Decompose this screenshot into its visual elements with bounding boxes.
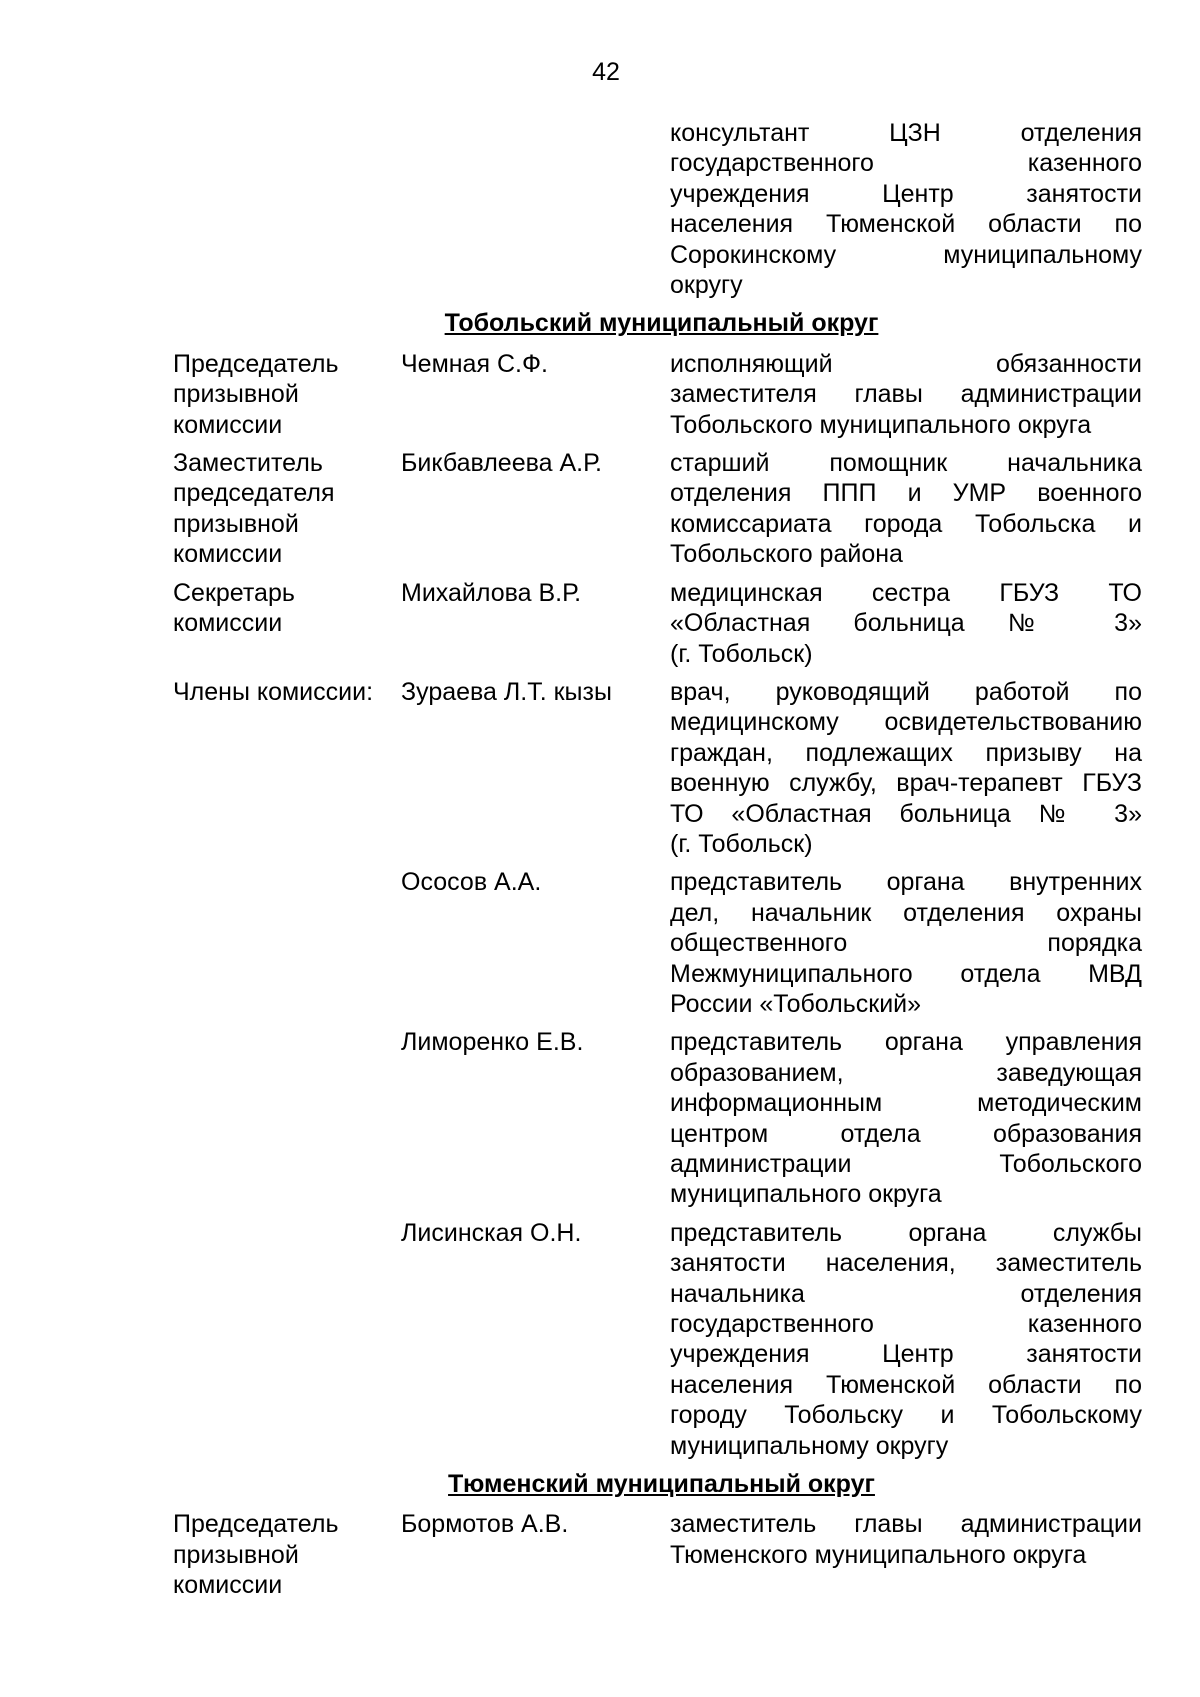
position-cell: врач, руководящий работой по медицинскому освидетельствованию граждан, подлежащих призыву на военную службу, врач-терапевт ГБУЗ ТО «Областная больница № 3» (г. Тобольск) xyxy=(670,677,1142,858)
commission-row-secretary xyxy=(173,578,1142,669)
position-cell: исполняющий обязанности заместителя главы администрации Тобольского муниципального округа xyxy=(670,349,1142,439)
name-cell: Бормотов А.В. xyxy=(401,1510,569,1539)
position-line: консультант ЦЗН отделения xyxy=(670,119,1142,147)
commission-row-chairman xyxy=(173,349,1142,440)
position-cell: медицинская сестра ГБУЗ ТО «Областная больница № 3» (г. Тобольск) xyxy=(670,578,1142,668)
role-cell: Председатель призывной комиссии xyxy=(173,1510,339,1600)
commission-row-chairman xyxy=(173,1509,1142,1600)
section-heading-tobolsk: Тобольский муниципальный округ xyxy=(444,309,879,338)
position-line: населения Тюменской области по xyxy=(670,210,1142,239)
position-cell: старший помощник начальника отделения ППП и УМР военного комиссариата города Тобольска и Тобольского района xyxy=(670,449,1142,569)
position-line: учреждения Центр занятости xyxy=(670,179,1142,208)
name-cell: Чемная С.Ф. xyxy=(401,349,548,378)
document-body xyxy=(173,118,1142,1609)
position-line: государственного казенного xyxy=(670,149,1142,178)
commission-row-member xyxy=(173,1218,1142,1461)
position-cell: представитель органа управления образованием, заведующая информационным методическим центром отдела образования администрации Тобольского муниципального округа xyxy=(670,1028,1142,1209)
position-cell: представитель органа службы занятости населения, заместитель начальника отделения государственного казенного учреждения Центр занятости населения Тюменской области по городу Тобольску и Тобольскому муниципальному округу xyxy=(670,1218,1142,1460)
commission-row-member xyxy=(173,867,1142,1019)
name-cell: Лисинская О.Н. xyxy=(401,1218,582,1247)
commission-row-member xyxy=(173,677,1142,859)
commission-row-member xyxy=(173,1027,1142,1209)
role-cell: Члены комиссии: xyxy=(173,677,374,706)
position-line: Сорокинскому муниципальному xyxy=(670,240,1142,269)
page-number: 42 xyxy=(592,58,620,86)
intro-row xyxy=(173,118,1142,300)
role-cell: Заместитель председателя призывной комиссии xyxy=(173,449,335,569)
name-cell: Бикбавлеева А.Р. xyxy=(401,449,602,478)
name-cell: Ососов А.А. xyxy=(401,868,542,897)
name-cell: Лиморенко Е.В. xyxy=(401,1028,584,1057)
intro-position xyxy=(670,118,1142,300)
section-heading-tyumen: Тюменский муниципальный округ xyxy=(448,1470,875,1499)
role-cell: Секретарь комиссии xyxy=(173,578,295,638)
position-cell: заместитель главы администрации Тюменского муниципального округа xyxy=(670,1510,1142,1569)
name-cell: Михайлова В.Р. xyxy=(401,578,582,607)
commission-row-deputy xyxy=(173,448,1142,570)
position-cell: представитель органа внутренних дел, начальник отделения охраны общественного порядка Межмуниципального отдела МВД России «Тобольский» xyxy=(670,868,1142,1018)
role-cell: Председатель призывной комиссии xyxy=(173,349,339,439)
name-cell: Зураева Л.Т. кызы xyxy=(401,677,612,706)
position-line: округу xyxy=(670,271,743,300)
